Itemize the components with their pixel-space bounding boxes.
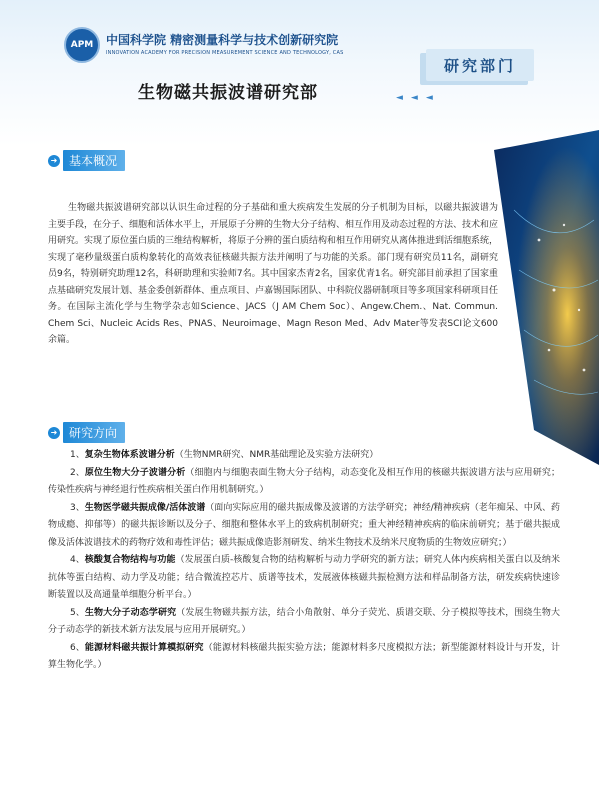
arrow-right-icon: ➜ xyxy=(48,427,60,439)
triangle-arrows-icon: ◄◄◄ xyxy=(396,93,441,103)
institute-logo: APM xyxy=(64,27,100,63)
list-item: 2、原位生物大分子波谱分析（细胞内与细胞表面生物大分子结构，动态变化及相互作用的核磁共振波谱方法与应用研究；传染性疾病与神经退行性疾病相关蛋白作用机制研究。） xyxy=(48,467,560,495)
research-directions-list xyxy=(48,447,560,675)
overview-paragraph: 生物磁共振波谱研究部以认识生命过程的分子基础和重大疾病发生发展的分子机制为目标，以磁共振波谱为主要手段，在分子、细胞和活体水平上，开展原子分辨的生物大分子结构、相互作用及动态过程的方法、技术和应用研究。实现了原位蛋白质的三维结构解析，将原子分辨的蛋白质结构和相互作用研究从离体推进到活细胞系统，实现了毫秒量级蛋白质构象转化的高效表征核磁共振方法并阐明了与功能的关系。部门现有研究员11名，副研究员9名，特别研究助理12名，科研助理和实验师7名。其中国家杰青2名，国家优青1名。研究部目前承担了国家重点基础研究发展计划、基金委创新群体、重点项目、卢嘉锡国际团队、中科院仪器研制项目等多项国家科研项目任务。在国际主流化学与生物学杂志如Science、JACS（J AM Chem Soc）、Angew.Chem.、Nat. Commun. Chem Sci、Nucleic Acids Res、PNAS、Neuroimage、Magn Reson Med、Adv Mater等发表SCI论文600余篇。 xyxy=(48,203,499,345)
arrow-right-icon: ➜ xyxy=(48,155,60,167)
list-item: 4、核酸复合物结构与功能（发展蛋白质-核酸复合物的结构解析与动力学研究的新方法；研究人体内疾病相关蛋白以及纳米抗体等蛋白结构、动力学及功能；结合微流控芯片、质谱等技术，发展液体核磁共振检测方法和样品制备方法，研发疾病快速诊断装置以及高通量单细胞分析平台。） xyxy=(48,555,560,600)
list-item: 6、能源材料磁共振计算模拟研究（能源材料核磁共振实验方法；能源材料多尺度模拟方法；新型能源材料设计与开发，计算生物化学。） xyxy=(48,642,560,670)
page-title: 生物磁共振波谱研究部 xyxy=(138,83,318,103)
section-title-overview: 基本概况 xyxy=(63,150,125,171)
list-item: 3、生物医学磁共振成像/活体波谱（面向实际应用的磁共振成像及波谱的方法学研究；神经/精神疾病（老年痴呆、中风、药物成瘾、抑郁等）的磁共振诊断以及分子、细胞和整体水平上的致病机制研究；重大神经精神疾病的临床前研究；基于磁共振成像及活体波谱技术的药物疗效和毒性评估；磁共振成像造影剂研发、纳米生物技术及纳米尺度物质的生物效应研究；） xyxy=(48,502,560,548)
decorative-molecule-image xyxy=(494,130,599,465)
section-title-directions: 研究方向 xyxy=(63,422,125,443)
section-header-directions xyxy=(48,422,125,443)
list-item: 5、生物大分子动态学研究（发展生物磁共振方法，结合小角散射、单分子荧光、质谱交联、分子模拟等技术，围绕生物大分子动态学的新技术新方法发展与应用开展研究。） xyxy=(48,607,560,635)
org-name-en: INNOVATION ACADEMY FOR PRECISION MEASUREMENT SCIENCE AND TECHNOLOGY, CAS xyxy=(106,50,344,56)
section-header-overview xyxy=(48,150,125,171)
department-tag: 研究部门 xyxy=(426,49,534,81)
list-item: 1、复杂生物体系波谱分析（生物NMR研究、NMR基础理论及实验方法研究） xyxy=(70,450,379,460)
page-header xyxy=(0,0,599,110)
org-name-cn: 中国科学院 精密测量科学与技术创新研究院 xyxy=(106,33,339,47)
